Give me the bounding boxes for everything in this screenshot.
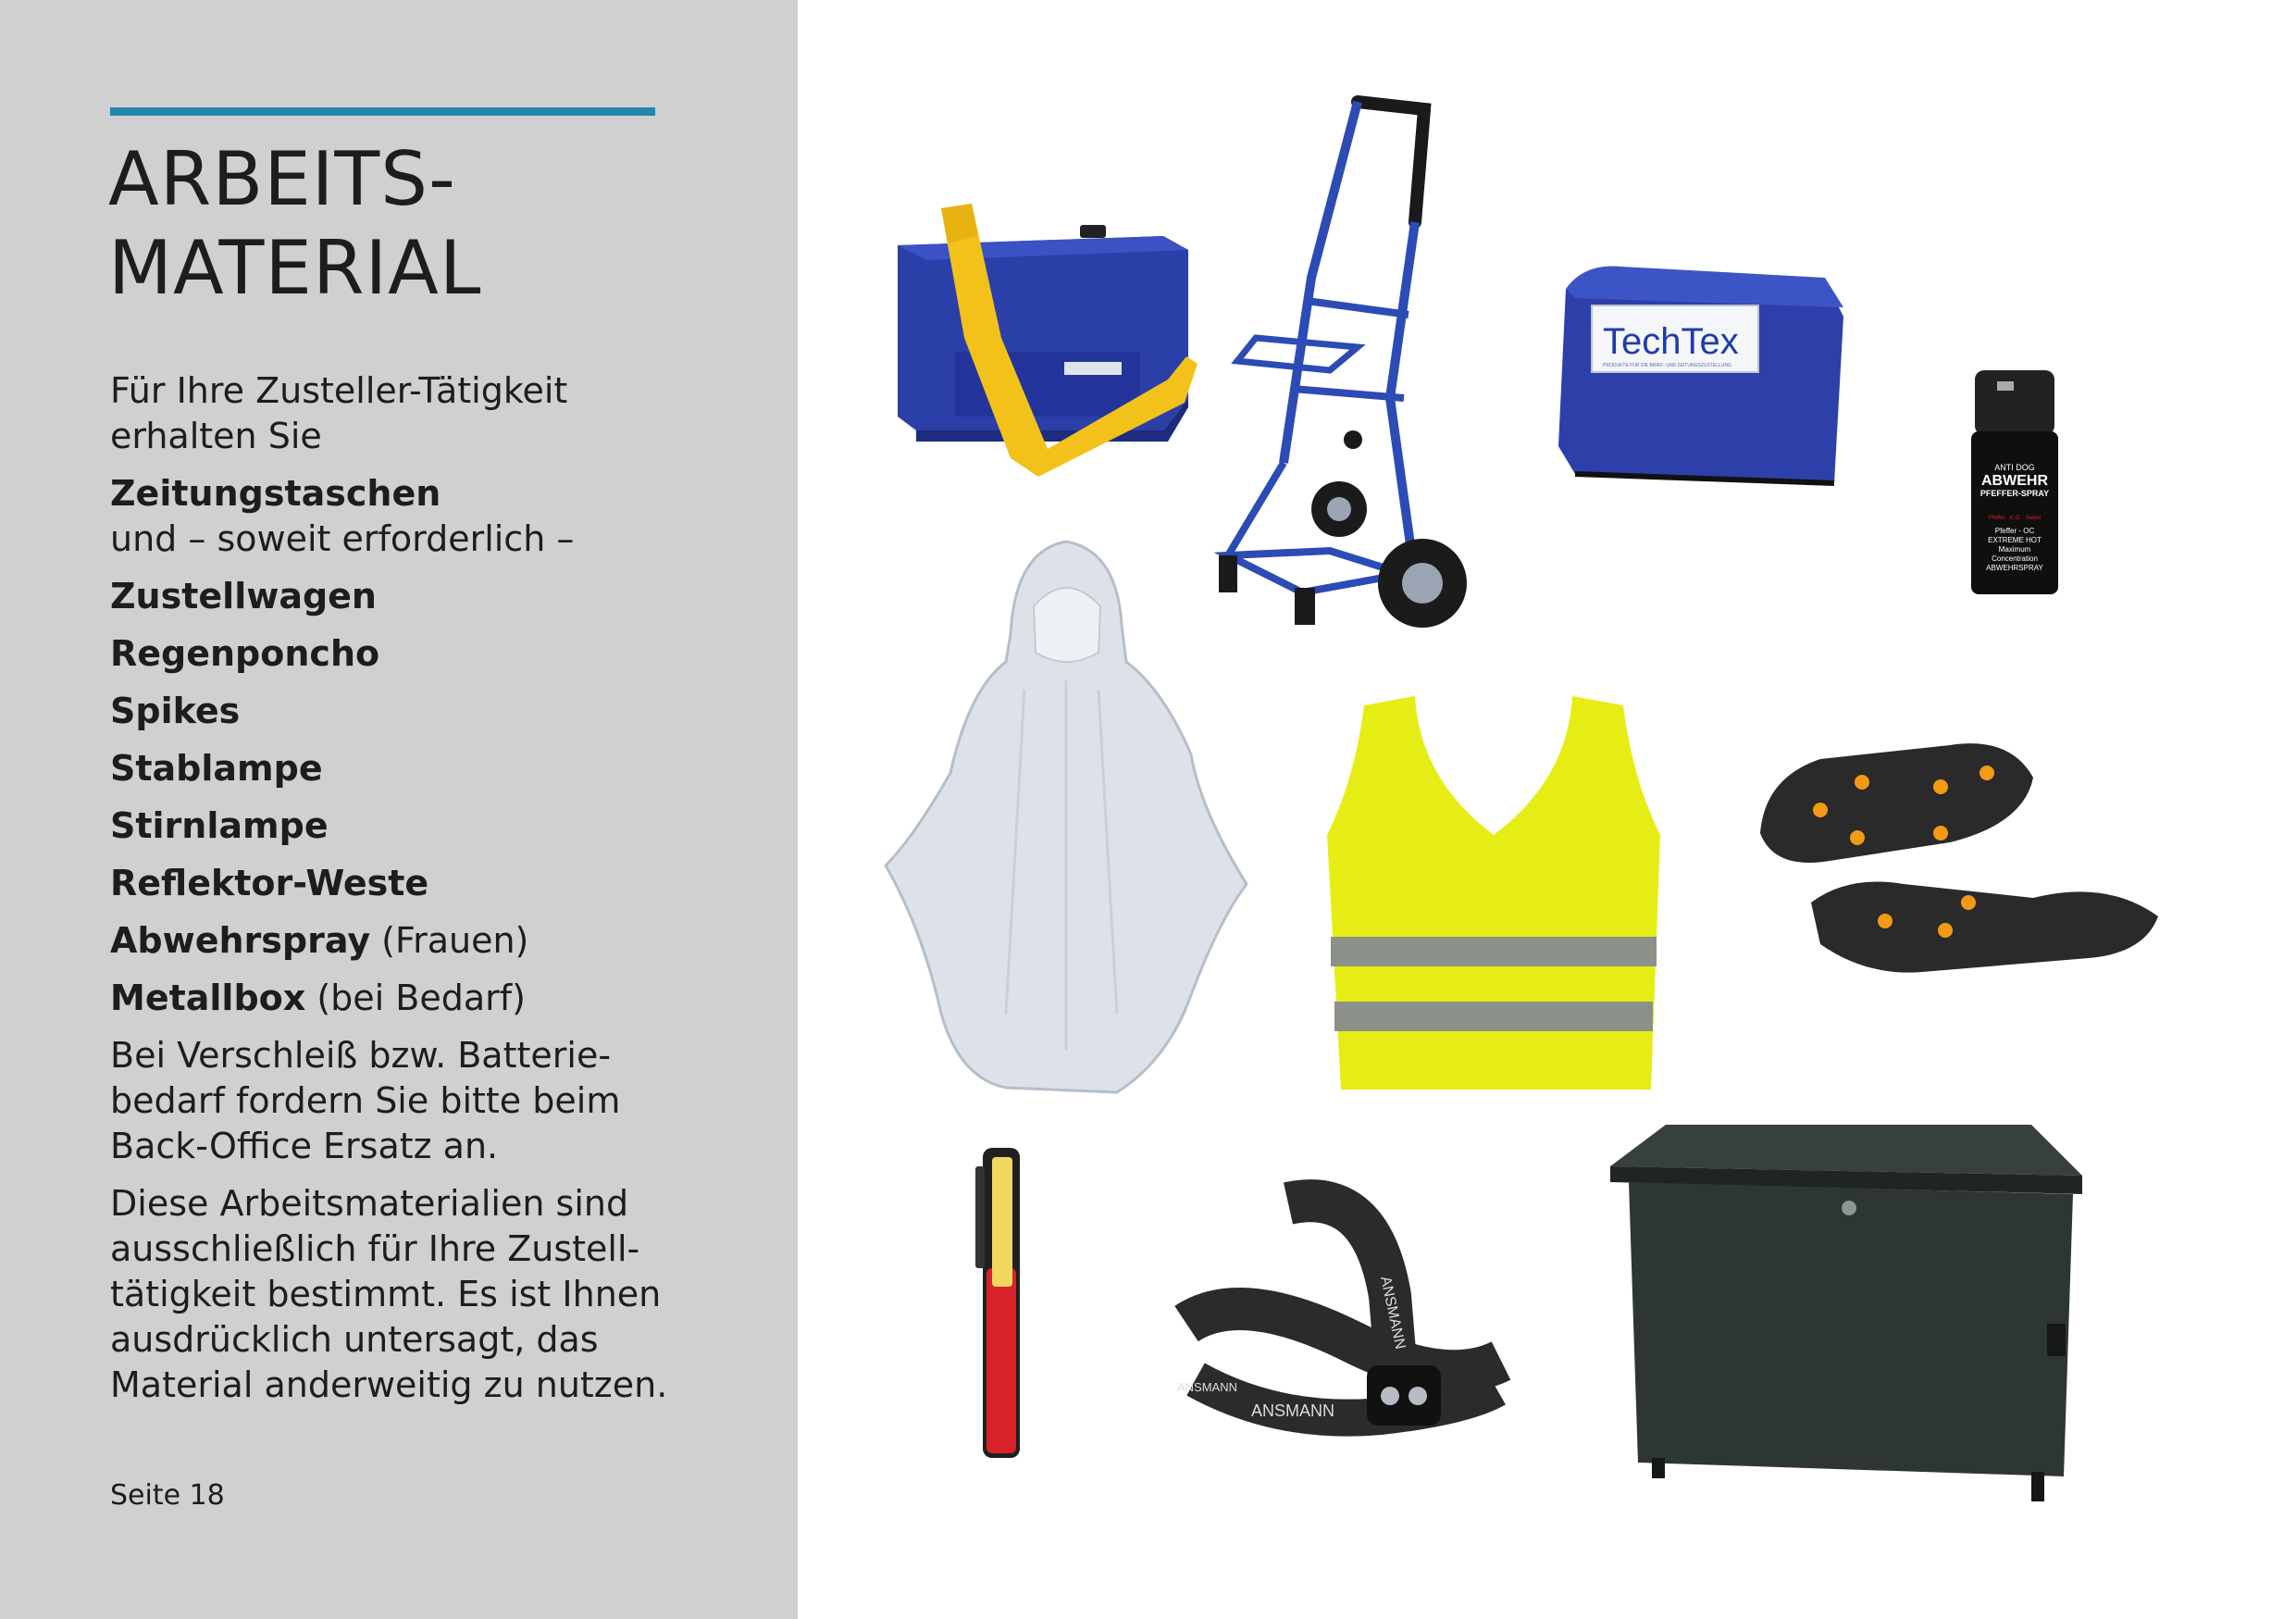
- headlamp-brand-text: ANSMANN: [1177, 1380, 1238, 1394]
- body-text: [110, 368, 758, 1408]
- item-name: Regenponcho: [110, 633, 380, 674]
- list-item-abwehrspray: [110, 918, 758, 964]
- paragraph-line: ausdrücklich untersagt, das: [110, 1319, 599, 1360]
- item-name: Stirnlampe: [110, 805, 329, 846]
- paragraph-line: Bei Verschleiß bzw. Batterie-: [110, 1035, 612, 1076]
- rain-poncho-image: [886, 532, 1256, 1097]
- item-name: Abwehrspray: [110, 920, 371, 961]
- techtex-bag-image: [1547, 261, 1862, 511]
- intro-line-2: erhalten Sie: [110, 416, 322, 456]
- paragraph-line: Material anderweitig zu nutzen.: [110, 1364, 668, 1405]
- paragraph-line: ausschließlich für Ihre Zustell-: [110, 1228, 640, 1269]
- replacement-paragraph: [110, 1033, 758, 1169]
- paragraph-line: Back-Office Ersatz an.: [110, 1126, 499, 1166]
- item-note: (bei Bedarf): [305, 978, 526, 1018]
- product-photo-area: [798, 0, 2296, 1619]
- headlamp-brand-text: ANSMANN: [1377, 1275, 1409, 1351]
- spray-label-line: Pfeffer · K.O. · Nebel: [1989, 516, 2041, 521]
- spray-label-line: Maximum: [1998, 545, 2031, 554]
- intro-line-1: Für Ihre Zusteller-Tätigkeit: [110, 370, 568, 411]
- item-name: Stablampe: [110, 748, 323, 789]
- list-item-stablampe: [110, 746, 758, 791]
- spray-label-line: Concentration: [1992, 554, 2038, 563]
- sidebar: [0, 0, 798, 1619]
- newspaper-bag-image: [890, 199, 1210, 495]
- spray-label-line: Pfeffer - OC: [1994, 527, 2035, 535]
- paragraph-line: bedarf fordern Sie bitte beim: [110, 1080, 621, 1121]
- list-item-metallbox: [110, 976, 758, 1021]
- item-name: Reflektor-Weste: [110, 863, 429, 903]
- techtex-tagline: PRODUKTE FÜR DIE BRIEF- UND ZEITUNGSZUSTELLUNG: [1603, 363, 1731, 368]
- intro-text: [110, 368, 758, 459]
- list-item-regenponcho: [110, 631, 758, 677]
- spray-label-line: ABWEHR: [1981, 473, 2048, 489]
- accent-rule: [110, 107, 655, 116]
- metal-box-image: [1610, 1125, 2082, 1513]
- spray-label-line: EXTREME HOT: [1988, 536, 2042, 544]
- spray-label-line: ANTI DOG: [1994, 463, 2035, 472]
- title-line-1: ARBEITS-: [108, 136, 456, 222]
- headlamp-image: [1168, 1185, 1520, 1463]
- spray-label-line: PFEFFER-SPRAY: [1980, 489, 2050, 498]
- pepper-spray-image: [1966, 368, 2067, 600]
- paragraph-line: Diese Arbeitsmaterialien sind: [110, 1183, 629, 1224]
- ice-spikes-image: [1756, 722, 2158, 1000]
- title-line-2: MATERIAL: [108, 225, 482, 311]
- item-name: Metallbox: [110, 978, 306, 1018]
- item-name: Zustellwagen: [110, 576, 377, 616]
- reflective-vest-image: [1327, 696, 1660, 1094]
- item-name: Zeitungstaschen: [110, 473, 441, 514]
- item-note: (Frauen): [370, 920, 529, 961]
- list-item-zeitungstaschen: [110, 471, 758, 562]
- list-item-stirnlampe: [110, 803, 758, 849]
- flashlight-image: [974, 1148, 1029, 1463]
- connector-text: und – soweit erforderlich –: [110, 518, 575, 559]
- spray-label-line: ABWEHRSPRAY: [1986, 564, 2043, 572]
- item-name: Spikes: [110, 691, 241, 731]
- list-item-zustellwagen: [110, 574, 758, 619]
- paragraph-line: tätigkeit bestimmt. Es ist Ihnen: [110, 1274, 662, 1314]
- techtex-logo-text: TechTex: [1603, 321, 1739, 362]
- list-item-reflektor-weste: [110, 861, 758, 906]
- page-title: [108, 135, 481, 313]
- headlamp-brand-text: ANSMANN: [1251, 1401, 1335, 1420]
- list-item-spikes: [110, 689, 758, 734]
- usage-paragraph: [110, 1181, 758, 1408]
- page-number: Seite 18: [110, 1479, 225, 1512]
